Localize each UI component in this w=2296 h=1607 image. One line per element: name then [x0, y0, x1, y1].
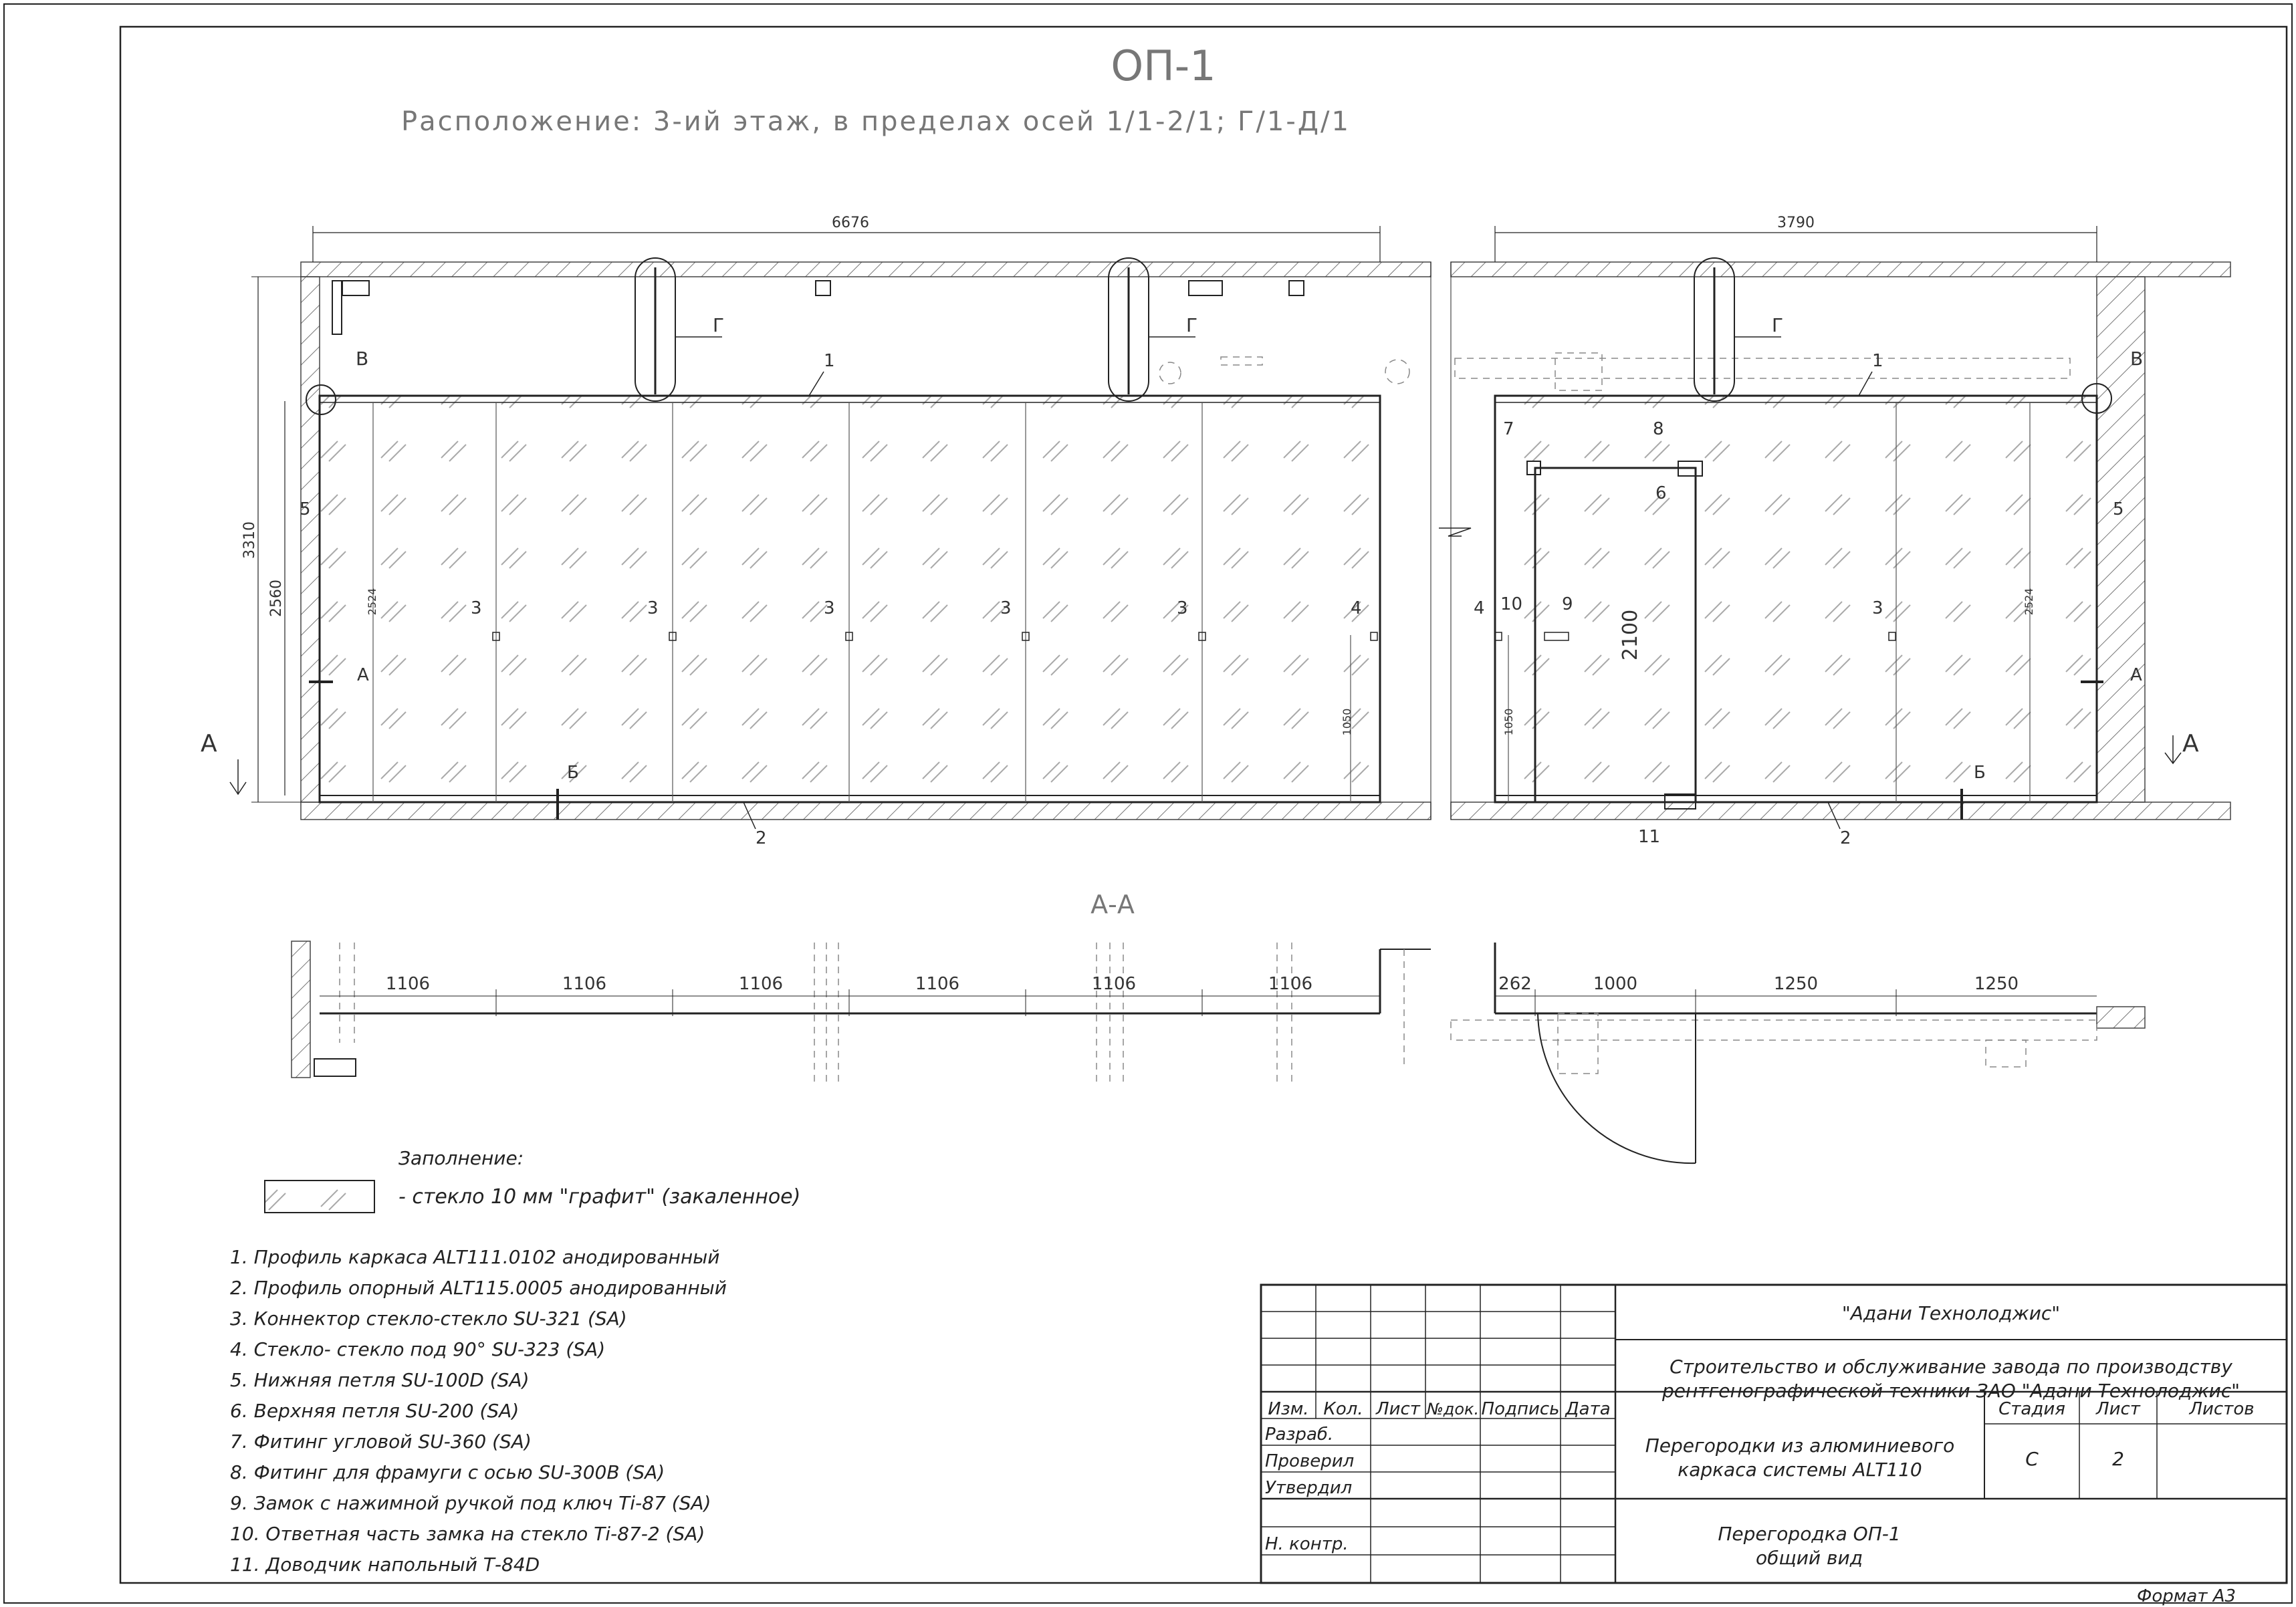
label-p6: 6 — [1655, 483, 1667, 503]
stamp-stage-value: С — [2025, 1448, 2039, 1470]
label-p3-2: 3 — [647, 598, 659, 618]
stamp-sheets-label: Листов — [2189, 1399, 2255, 1419]
part-item-10: 10. Ответная часть замка на стекло Ti-87-2 (SA) — [230, 1523, 705, 1545]
label-p5-left: 5 — [300, 499, 311, 519]
label-p9: 9 — [1562, 594, 1573, 614]
legend-glass-text: - стекло 10 мм "графит" (закаленное) — [398, 1185, 801, 1209]
label-p3-5: 3 — [1177, 598, 1188, 618]
part-item-7: 7. Фитинг угловой SU-360 (SA) — [230, 1431, 532, 1453]
part-item-2: 2. Профиль опорный ALT115.0005 анодированный — [230, 1277, 727, 1299]
dim-left-width: 6676 — [832, 215, 869, 231]
right-floor-slab — [1451, 802, 2230, 820]
dim-low-right: 1050 — [1502, 708, 1515, 736]
dim-door-height: 2100 — [1619, 609, 1642, 661]
stamp-col-podpis: Подпись — [1481, 1399, 1560, 1419]
stamp-role-nkontr: Н. контр. — [1265, 1534, 1349, 1554]
dim-height-glass: 2560 — [268, 580, 285, 617]
label-p10: 10 — [1500, 594, 1523, 614]
stamp-col-data: Дата — [1565, 1399, 1611, 1419]
stamp-col-ndok: №док. — [1426, 1400, 1480, 1418]
stamp-desc-1: Перегородки из алюминиевого — [1645, 1435, 1955, 1457]
dim-glass-inner-right: 2524 — [2023, 588, 2035, 616]
stamp-col-izm: Изм. — [1268, 1399, 1309, 1419]
label-p4-right: 4 — [1474, 598, 1485, 618]
format-label: Формат А3 — [2137, 1586, 2236, 1606]
label-g-3: Г — [1772, 314, 1784, 336]
part-item-4: 4. Стекло- стекло под 90° SU-323 (SA) — [230, 1338, 606, 1360]
stamp-project-1: Строительство и обслуживание завода по производству — [1670, 1356, 2232, 1378]
section-mark-left: А — [201, 730, 217, 757]
section-dim-l4: 1106 — [915, 974, 960, 994]
legend-title: Заполнение: — [398, 1147, 524, 1169]
section-dim-l1: 1106 — [385, 974, 431, 994]
dim-right-width: 3790 — [1777, 215, 1815, 231]
drawing-title: ОП-1 — [1111, 41, 1216, 90]
stamp-desc-2: каркаса системы ALT110 — [1678, 1459, 1922, 1481]
legend-glass-swatch — [265, 1181, 374, 1213]
label-p3-3: 3 — [824, 598, 835, 618]
part-item-3: 3. Коннектор стекло-стекло SU-321 (SA) — [230, 1308, 627, 1330]
label-p1-left: 1 — [824, 351, 835, 371]
section-dim-l3: 1106 — [738, 974, 784, 994]
part-item-11: 11. Доводчик напольный Т-84D — [230, 1554, 540, 1576]
label-g-1: Г — [713, 314, 725, 336]
stamp-col-list: Лист — [1376, 1399, 1420, 1419]
plan-right — [1451, 215, 2230, 848]
section-mark-right: А — [2182, 730, 2199, 757]
label-g-2: Г — [1186, 314, 1198, 336]
dim-low-left: 1050 — [1341, 708, 1353, 736]
section-dim-l6: 1106 — [1268, 974, 1313, 994]
plan-left — [201, 215, 1431, 848]
stamp-role-razrab: Разраб. — [1265, 1425, 1334, 1445]
label-p2-right: 2 — [1840, 828, 1851, 848]
label-a-right: А — [2130, 665, 2142, 685]
part-item-8: 8. Фитинг для фрамуги с осью SU-300B (SA) — [230, 1461, 665, 1483]
section-dim-r2: 1000 — [1593, 974, 1638, 994]
stamp-name-1: Перегородка ОП-1 — [1718, 1523, 1901, 1545]
section-dim-r3: 1250 — [1773, 974, 1819, 994]
stamp-project-2: рентгенографической техники ЗАО "Адани Технолоджис" — [1661, 1380, 2241, 1402]
section-left — [292, 941, 1431, 1083]
stamp-company: "Адани Технолоджис" — [1841, 1302, 2061, 1324]
label-p3-4: 3 — [1000, 598, 1012, 618]
right-ceiling-wall — [1451, 262, 2230, 277]
label-p8: 8 — [1653, 419, 1664, 439]
label-p7: 7 — [1503, 419, 1514, 439]
part-item-5: 5. Нижняя петля SU-100D (SA) — [230, 1369, 530, 1391]
dim-height-total: 3310 — [241, 521, 258, 559]
label-b-left: Б — [567, 763, 579, 783]
section-dim-l2: 1106 — [562, 974, 607, 994]
stamp-stage-label: Стадия — [1998, 1399, 2065, 1419]
left-ceiling-wall — [301, 262, 1431, 277]
label-p11: 11 — [1638, 827, 1661, 847]
right-partition-frame — [1495, 396, 2097, 802]
stamp-sheet-label: Лист — [2096, 1399, 2140, 1419]
left-floor-slab — [301, 802, 1431, 820]
section-right — [1451, 943, 2145, 1163]
label-p1-right: 1 — [1872, 351, 1883, 371]
parts-list — [230, 1246, 727, 1576]
section-dim-r1: 262 — [1498, 974, 1532, 994]
label-v-left: В — [356, 348, 369, 370]
label-p2-left: 2 — [756, 828, 767, 848]
label-p3-right: 3 — [1872, 598, 1883, 618]
part-item-9: 9. Замок с нажимной ручкой под ключ Ti-87 (SA) — [230, 1492, 711, 1514]
section-dim-r4: 1250 — [1974, 974, 2019, 994]
label-b-right: Б — [1974, 763, 1986, 783]
dim-glass-inner-left: 2524 — [366, 588, 378, 616]
stamp-name-2: общий вид — [1755, 1547, 1863, 1569]
title-block — [1261, 1285, 2287, 1583]
label-p4-left: 4 — [1351, 598, 1362, 618]
stamp-role-utverdil: Утвердил — [1265, 1478, 1353, 1498]
stamp-sheet-value: 2 — [2112, 1448, 2124, 1470]
label-a-left: А — [357, 665, 369, 685]
stamp-role-proveril: Проверил — [1265, 1451, 1355, 1471]
stamp-col-kol: Кол. — [1323, 1399, 1363, 1419]
section-dim-l5: 1106 — [1091, 974, 1137, 994]
label-p3-1: 3 — [471, 598, 482, 618]
label-p5-right: 5 — [2113, 499, 2124, 519]
label-v-right: В — [2130, 348, 2144, 370]
location-subtitle: Расположение: 3-ий этаж, в пределах осей 1/1-2/1; Г/1-Д/1 — [401, 106, 1351, 137]
part-item-1: 1. Профиль каркаса ALT111.0102 анодированный — [230, 1246, 720, 1268]
section-title: А-А — [1090, 890, 1135, 919]
part-item-6: 6. Верхняя петля SU-200 (SA) — [230, 1400, 520, 1422]
left-side-wall — [301, 277, 320, 802]
